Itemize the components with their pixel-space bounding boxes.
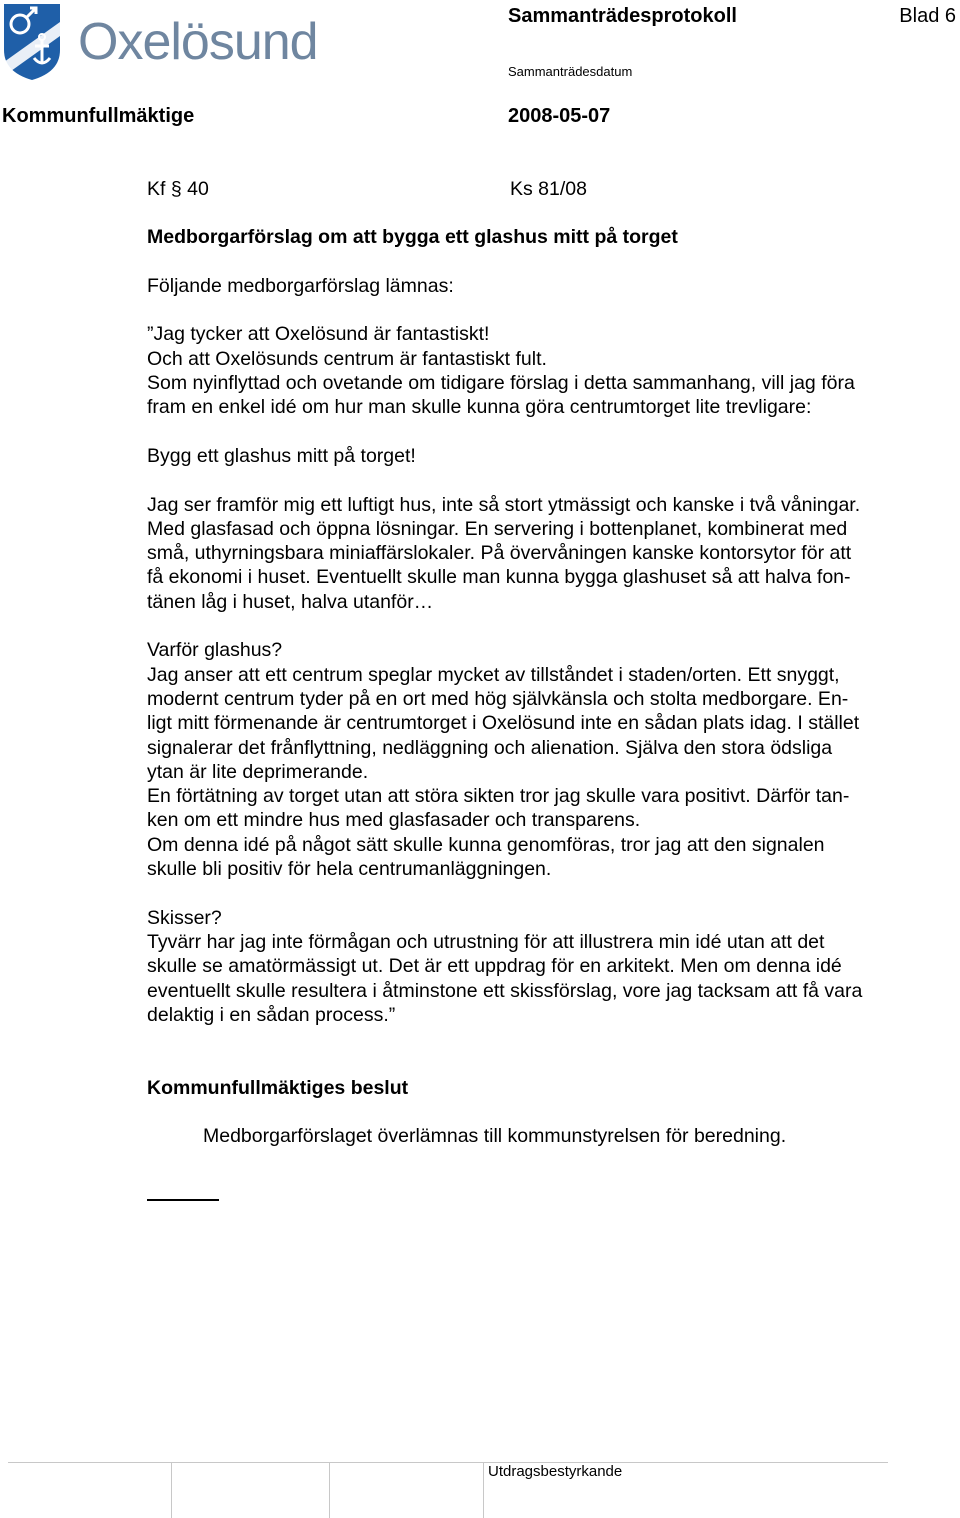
proposal-paragraph-3: Jag ser framför mig ett luftigt hus, inte så stort ytmässigt och kanske i två våningar. Med glasfasad och öppna lösningar. En servering i bottenplanet, kombinerat med små, uthyrningsbara miniaffärslokaler. På övervåningen kanske kontorsytor för att få ekonomi i huset. Eventuellt skulle man kunna bygga glashuset så att halva fon- tänen låg i huset, halva utanför…	[147, 493, 861, 613]
footer-column-divider	[329, 1463, 330, 1518]
certification-label: Utdragsbestyrkande	[488, 1463, 623, 1480]
kf-paragraph-number: Kf § 40	[147, 178, 209, 200]
document-title: Sammanträdesprotokoll	[508, 5, 737, 27]
page-number: Blad 6	[899, 5, 956, 27]
intro-text: Följande medborgarförslag lämnas:	[147, 274, 454, 297]
case-reference	[147, 177, 947, 201]
meeting-date-label: Sammanträdesdatum	[508, 64, 633, 79]
footer-column-divider	[171, 1463, 172, 1518]
footer-column-divider	[483, 1463, 484, 1518]
minutes-content	[147, 177, 947, 1201]
proposal-paragraph-5: Skisser? Tyvärr har jag inte förmågan och utrustning för att illustrera min idé utan att det skulle se amatörmässigt ut. Det är ett uppdrag för en arkitekt. Men om denna idé eventuellt skulle resultera i åtminstone ett skissförslag, vore jag tacksam att få vara delaktig i en sådan process.”	[147, 906, 863, 1026]
meeting-date: 2008-05-07	[508, 105, 611, 127]
ks-case-number: Ks 81/08	[510, 178, 587, 200]
municipality-logo	[0, 2, 345, 82]
logo-wordmark: Oxelösund	[78, 13, 318, 71]
proposal-paragraph-4: Varför glashus? Jag anser att ett centrum speglar mycket av tillståndet i staden/orten. Ett snyggt, modernt centrum tyder på en ort med hög självkänsla och stolta medborgare. En- ligt mitt förmenande är centrumtorget i Oxelösund inte en sådan plats idag. I stället signalerar det frånflyttning, nedläggning och alienation. Själva den stora ödsliga ytan är lite deprimerande. En förtätning av torget utan att störa sikten tror jag skulle vara positivt. Därför tan- ken om ett mindre hus med glasfasader och transparens. Om denna idé på något sätt skulle kunna genomföras, tror jag att den signalen skulle bli positiv för hela centrumanläggningen.	[147, 639, 860, 881]
proposal-paragraph-1: ”Jag tycker att Oxelösund är fantastiskt! Och att Oxelösunds centrum är fantastiskt fult. Som nyinflyttad och ovetande om tidigare förslag i detta sammanhang, vill jag föra fram en enkel idé om hur man skulle kunna göra centrumtorget lite trevligare:	[147, 323, 855, 419]
proposal-paragraph-2: Bygg ett glashus mitt på torget!	[147, 444, 416, 467]
governing-body: Kommunfullmäktige	[2, 105, 195, 127]
decision-heading: Kommunfullmäktiges beslut	[147, 1076, 409, 1099]
coat-of-arms-icon	[2, 2, 62, 82]
item-title: Medborgarförslag om att bygga ett glashus mitt på torget	[147, 226, 678, 249]
end-rule	[147, 1199, 219, 1201]
footer-divider	[8, 1462, 888, 1463]
decision-text: Medborgarförslaget överlämnas till kommunstyrelsen för beredning.	[203, 1125, 787, 1148]
